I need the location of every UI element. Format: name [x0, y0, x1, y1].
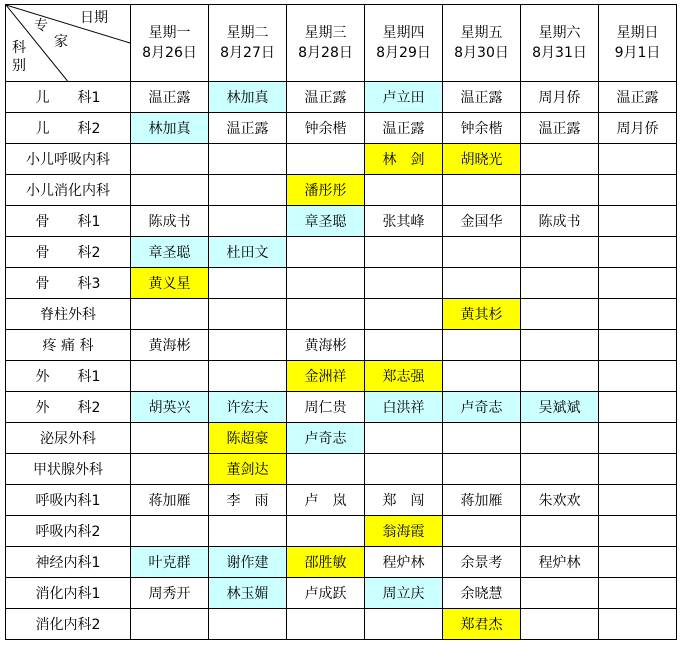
expert-cell: 白洪祥	[365, 392, 443, 423]
department-cell: 外 科1	[6, 361, 131, 392]
expert-cell	[287, 268, 365, 299]
expert-cell	[365, 268, 443, 299]
table-row	[6, 237, 677, 268]
table-row	[6, 485, 677, 516]
expert-cell	[599, 175, 677, 206]
expert-cell	[131, 361, 209, 392]
corner-expert-label-1: 专	[34, 18, 48, 34]
corner-dept-label-2: 别	[12, 58, 26, 74]
corner-date-label: 日期	[80, 10, 108, 26]
expert-cell	[287, 609, 365, 640]
day-header-fri	[443, 5, 521, 82]
weekday-label: 星期日	[616, 25, 659, 41]
table-row	[6, 268, 677, 299]
expert-cell	[365, 609, 443, 640]
expert-cell: 林加真	[209, 82, 287, 113]
expert-cell	[599, 330, 677, 361]
expert-cell: 卢成跃	[287, 578, 365, 609]
expert-cell: 叶克群	[131, 547, 209, 578]
expert-cell	[209, 609, 287, 640]
weekday-label: 星期二	[226, 25, 269, 41]
table-row	[6, 82, 677, 113]
expert-cell: 林玉媚	[209, 578, 287, 609]
expert-cell: 朱欢欢	[521, 485, 599, 516]
expert-cell	[209, 361, 287, 392]
expert-cell: 黄其杉	[443, 299, 521, 330]
expert-cell	[521, 578, 599, 609]
table-row	[6, 423, 677, 454]
day-header-mon	[131, 5, 209, 82]
expert-cell	[521, 516, 599, 547]
expert-cell: 郑志强	[365, 361, 443, 392]
day-header-sat	[521, 5, 599, 82]
expert-cell: 潘彤彤	[287, 175, 365, 206]
expert-cell: 李 雨	[209, 485, 287, 516]
table-row	[6, 299, 677, 330]
expert-cell	[599, 423, 677, 454]
department-cell: 神经内科1	[6, 547, 131, 578]
table-row	[6, 330, 677, 361]
expert-cell: 章圣聪	[287, 206, 365, 237]
expert-cell: 卢 岚	[287, 485, 365, 516]
department-cell: 骨 科2	[6, 237, 131, 268]
expert-cell	[599, 609, 677, 640]
expert-schedule-table	[5, 4, 677, 640]
expert-cell	[599, 237, 677, 268]
expert-cell: 温正露	[599, 82, 677, 113]
expert-cell: 余景考	[443, 547, 521, 578]
expert-cell	[443, 423, 521, 454]
expert-cell	[599, 268, 677, 299]
expert-cell: 翁海霞	[365, 516, 443, 547]
department-cell: 骨 科3	[6, 268, 131, 299]
table-row	[6, 206, 677, 237]
expert-cell	[521, 454, 599, 485]
table-row	[6, 516, 677, 547]
date-label: 8月27日	[220, 45, 275, 61]
expert-cell	[287, 144, 365, 175]
expert-cell	[599, 547, 677, 578]
expert-cell: 金国华	[443, 206, 521, 237]
table-row	[6, 361, 677, 392]
expert-cell: 吴斌斌	[521, 392, 599, 423]
expert-cell	[521, 237, 599, 268]
expert-cell	[131, 175, 209, 206]
expert-cell: 周月侨	[521, 82, 599, 113]
expert-cell	[443, 237, 521, 268]
expert-cell: 林 剑	[365, 144, 443, 175]
expert-cell: 周仁贵	[287, 392, 365, 423]
expert-cell	[131, 516, 209, 547]
department-cell: 呼吸内科2	[6, 516, 131, 547]
department-cell: 小儿消化内科	[6, 175, 131, 206]
expert-cell	[131, 299, 209, 330]
table-row	[6, 392, 677, 423]
expert-cell: 钟余楷	[443, 113, 521, 144]
expert-cell	[287, 237, 365, 268]
table-row	[6, 578, 677, 609]
expert-cell	[365, 330, 443, 361]
expert-cell	[131, 609, 209, 640]
corner-header-cell	[6, 5, 131, 82]
weekday-label: 星期四	[382, 25, 425, 41]
expert-cell: 许宏夫	[209, 392, 287, 423]
expert-cell: 胡晓光	[443, 144, 521, 175]
weekday-label: 星期一	[148, 25, 191, 41]
department-cell: 儿 科1	[6, 82, 131, 113]
expert-cell: 黄海彬	[131, 330, 209, 361]
expert-cell	[287, 516, 365, 547]
expert-cell	[131, 144, 209, 175]
department-cell: 消化内科2	[6, 609, 131, 640]
expert-cell: 金洲祥	[287, 361, 365, 392]
weekday-label: 星期三	[304, 25, 347, 41]
expert-cell	[209, 330, 287, 361]
expert-cell: 蒋加雁	[131, 485, 209, 516]
expert-cell: 谢作建	[209, 547, 287, 578]
expert-cell: 温正露	[209, 113, 287, 144]
expert-cell: 郑君杰	[443, 609, 521, 640]
table-row	[6, 609, 677, 640]
expert-cell	[443, 516, 521, 547]
department-cell: 外 科2	[6, 392, 131, 423]
expert-cell: 胡英兴	[131, 392, 209, 423]
expert-cell	[599, 144, 677, 175]
expert-cell: 黄海彬	[287, 330, 365, 361]
expert-cell: 温正露	[365, 113, 443, 144]
table-row	[6, 454, 677, 485]
expert-cell: 余晓慧	[443, 578, 521, 609]
expert-cell: 张其峰	[365, 206, 443, 237]
department-cell: 小儿呼吸内科	[6, 144, 131, 175]
expert-cell	[599, 485, 677, 516]
expert-cell	[599, 206, 677, 237]
department-cell: 消化内科1	[6, 578, 131, 609]
corner-expert-label-2: 家	[54, 34, 68, 50]
expert-cell: 郑 闯	[365, 485, 443, 516]
expert-cell	[365, 454, 443, 485]
expert-cell: 陈成书	[521, 206, 599, 237]
expert-cell: 周秀开	[131, 578, 209, 609]
expert-cell	[599, 361, 677, 392]
expert-cell: 卢奇志	[443, 392, 521, 423]
expert-cell: 邵胜敏	[287, 547, 365, 578]
department-cell: 脊柱外科	[6, 299, 131, 330]
expert-cell	[365, 237, 443, 268]
expert-cell: 杜田文	[209, 237, 287, 268]
expert-cell	[131, 423, 209, 454]
expert-cell: 周月侨	[599, 113, 677, 144]
expert-cell	[521, 361, 599, 392]
expert-cell: 林加真	[131, 113, 209, 144]
corner-dept-label-1: 科	[12, 40, 26, 56]
expert-cell	[443, 330, 521, 361]
expert-cell: 章圣聪	[131, 237, 209, 268]
expert-cell	[287, 454, 365, 485]
expert-cell	[365, 423, 443, 454]
table-row	[6, 547, 677, 578]
expert-cell	[365, 175, 443, 206]
department-cell: 儿 科2	[6, 113, 131, 144]
expert-cell	[443, 175, 521, 206]
date-label: 8月26日	[142, 45, 197, 61]
expert-cell: 温正露	[287, 82, 365, 113]
expert-cell	[209, 516, 287, 547]
expert-cell	[599, 516, 677, 547]
table-row	[6, 113, 677, 144]
department-cell: 骨 科1	[6, 206, 131, 237]
day-header-wed	[287, 5, 365, 82]
date-label: 8月29日	[376, 45, 431, 61]
expert-cell: 温正露	[521, 113, 599, 144]
weekday-label: 星期五	[460, 25, 503, 41]
department-cell: 疼 痛 科	[6, 330, 131, 361]
expert-cell	[209, 144, 287, 175]
expert-cell	[443, 454, 521, 485]
expert-cell	[209, 206, 287, 237]
department-cell: 泌尿外科	[6, 423, 131, 454]
header-row	[6, 5, 677, 82]
expert-cell	[131, 454, 209, 485]
expert-cell: 陈超豪	[209, 423, 287, 454]
expert-cell	[521, 299, 599, 330]
expert-cell	[599, 454, 677, 485]
expert-cell: 卢立田	[365, 82, 443, 113]
expert-cell: 董剑达	[209, 454, 287, 485]
expert-cell: 陈成书	[131, 206, 209, 237]
department-cell: 甲状腺外科	[6, 454, 131, 485]
expert-cell: 钟余楷	[287, 113, 365, 144]
date-label: 9月1日	[614, 45, 661, 61]
expert-cell	[521, 268, 599, 299]
expert-cell: 程炉林	[521, 547, 599, 578]
date-label: 8月31日	[532, 45, 587, 61]
expert-cell	[443, 361, 521, 392]
date-label: 8月28日	[298, 45, 353, 61]
expert-cell	[521, 144, 599, 175]
expert-cell	[209, 268, 287, 299]
expert-cell: 周立庆	[365, 578, 443, 609]
expert-cell	[443, 268, 521, 299]
expert-cell	[599, 299, 677, 330]
expert-cell	[521, 609, 599, 640]
expert-cell	[209, 299, 287, 330]
expert-cell	[287, 299, 365, 330]
expert-cell	[521, 423, 599, 454]
expert-cell: 卢奇志	[287, 423, 365, 454]
expert-cell	[599, 392, 677, 423]
day-header-thu	[365, 5, 443, 82]
day-header-sun	[599, 5, 677, 82]
expert-cell	[209, 175, 287, 206]
weekday-label: 星期六	[538, 25, 581, 41]
expert-cell: 温正露	[131, 82, 209, 113]
day-header-tue	[209, 5, 287, 82]
expert-cell: 黄义星	[131, 268, 209, 299]
date-label: 8月30日	[454, 45, 509, 61]
expert-cell	[599, 578, 677, 609]
expert-cell: 程炉林	[365, 547, 443, 578]
expert-cell	[521, 330, 599, 361]
expert-cell	[365, 299, 443, 330]
expert-cell: 蒋加雁	[443, 485, 521, 516]
department-cell: 呼吸内科1	[6, 485, 131, 516]
expert-cell	[521, 175, 599, 206]
table-row	[6, 175, 677, 206]
table-row	[6, 144, 677, 175]
expert-cell: 温正露	[443, 82, 521, 113]
